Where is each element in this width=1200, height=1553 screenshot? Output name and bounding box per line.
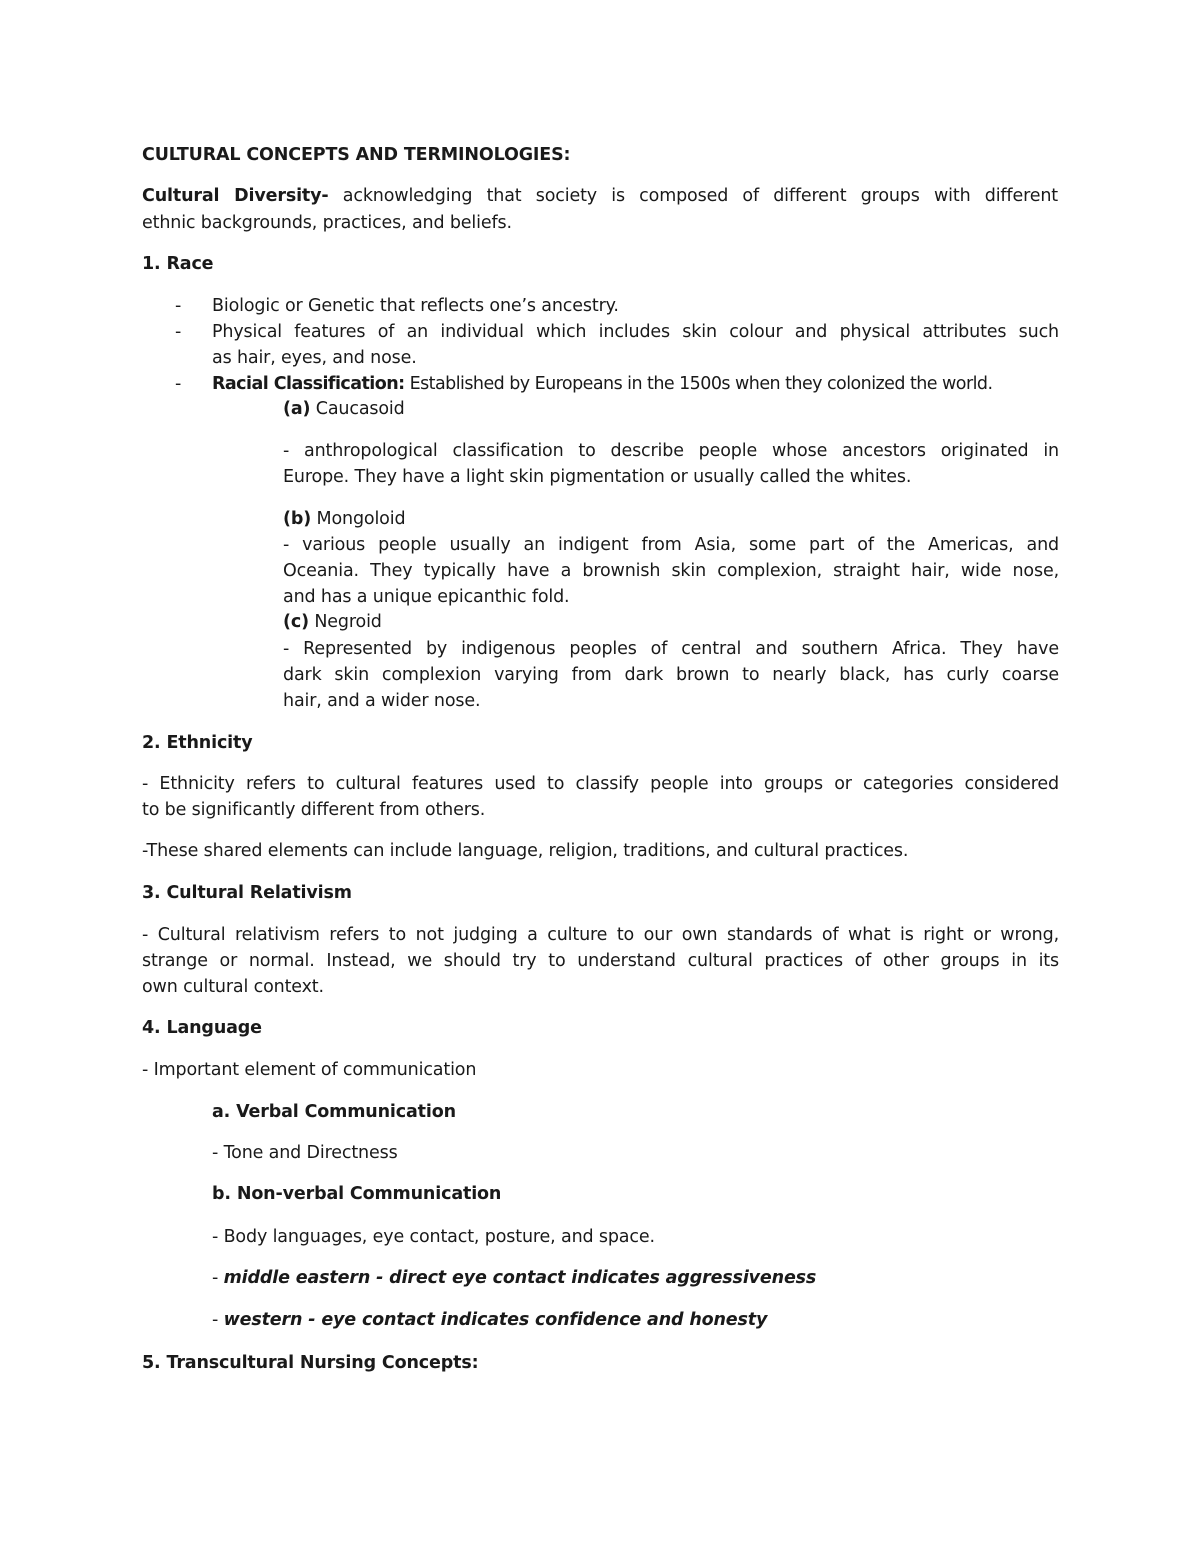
mongoloid-text-line1: - various people usually an indigent from Asia, some part of the Americas, and <box>283 535 1059 555</box>
language-intro: - Important element of communication <box>142 1060 477 1080</box>
racial-classification-term: Racial Classification: <box>212 374 405 394</box>
diversity-text-line1: acknowledging that society is composed of different groups with different <box>342 186 1058 206</box>
mongoloid-text-line2: Oceania. They typically have a brownish skin complexion, straight hair, wide nose, <box>283 561 1059 581</box>
mongoloid-text-line3: and has a unique epicanthic fold. <box>283 587 570 607</box>
caucasoid-name: Caucasoid <box>315 399 405 419</box>
nonverbal-communication-text: - Body languages, eye contact, posture, and space. <box>212 1227 655 1247</box>
caucasoid-text-line1: - anthropological classification to describe people whose ancestors originated in <box>283 441 1059 461</box>
race-item-3 <box>212 371 992 397</box>
race-bullet-1: - <box>175 296 182 316</box>
diversity-term: Cultural Diversity- <box>142 186 329 206</box>
diversity-text-line2: ethnic backgrounds, practices, and beliefs. <box>142 213 512 233</box>
nonverbal-communication-heading: b. Non-verbal Communication <box>212 1184 502 1204</box>
negroid-text-line2: dark skin complexion varying from dark brown to nearly black, has curly coarse <box>283 665 1059 685</box>
race-bullet-2: - <box>175 322 182 342</box>
transcultural-heading: 5. Transcultural Nursing Concepts: <box>142 1353 479 1373</box>
middle-eastern-note <box>212 1265 816 1291</box>
negroid-text-line3: hair, and a wider nose. <box>283 691 481 711</box>
relativism-heading: 3. Cultural Relativism <box>142 883 352 903</box>
race-bullet-3: - <box>175 374 182 394</box>
ethnicity-p2: -These shared elements can include language, religion, traditions, and cultural practices. <box>142 841 909 861</box>
caucasoid-text-line2: Europe. They have a light skin pigmentation or usually called the whites. <box>283 467 912 487</box>
caucasoid-label: (a) <box>283 399 311 419</box>
western-text: western - eye contact indicates confidence and honesty <box>223 1310 768 1330</box>
diversity-definition-line1 <box>142 183 1058 209</box>
mongoloid-label: (b) <box>283 509 312 529</box>
ethnicity-heading: 2. Ethnicity <box>142 733 253 753</box>
verbal-communication-text: - Tone and Directness <box>212 1143 398 1163</box>
negroid-text-line1: - Represented by indigenous peoples of central and southern Africa. They have <box>283 639 1059 659</box>
race-item-1: Biologic or Genetic that reflects one’s ancestry. <box>212 296 619 316</box>
verbal-communication-heading: a. Verbal Communication <box>212 1102 456 1122</box>
race-item-2-line1: Physical features of an individual which includes skin colour and physical attributes such <box>212 322 1059 342</box>
race-heading: 1. Race <box>142 254 214 274</box>
relativism-line2: strange or normal. Instead, we should try to understand cultural practices of other groups in its <box>142 951 1059 971</box>
western-note <box>212 1307 767 1333</box>
negroid-label: (c) <box>283 612 309 632</box>
caucasoid-heading <box>283 396 405 422</box>
mongoloid-heading <box>283 506 405 532</box>
mongoloid-name: Mongoloid <box>316 509 406 529</box>
negroid-heading <box>283 609 382 635</box>
racial-classification-text: Established by Europeans in the 1500s when they colonized the world. <box>409 374 993 394</box>
ethnicity-p1-line2: to be significantly different from others. <box>142 800 486 820</box>
negroid-name: Negroid <box>314 612 382 632</box>
language-heading: 4. Language <box>142 1018 262 1038</box>
race-item-2-line2: as hair, eyes, and nose. <box>212 348 417 368</box>
western-dash: - <box>212 1310 219 1330</box>
document-title: CULTURAL CONCEPTS AND TERMINOLOGIES: <box>142 145 571 165</box>
relativism-line3: own cultural context. <box>142 977 324 997</box>
ethnicity-p1-line1: - Ethnicity refers to cultural features used to classify people into groups or categories considered <box>142 774 1059 794</box>
middle-eastern-text: middle eastern - direct eye contact indicates aggressiveness <box>223 1268 817 1288</box>
relativism-line1: - Cultural relativism refers to not judging a culture to our own standards of what is right or wrong, <box>142 925 1059 945</box>
middle-eastern-dash: - <box>212 1268 219 1288</box>
